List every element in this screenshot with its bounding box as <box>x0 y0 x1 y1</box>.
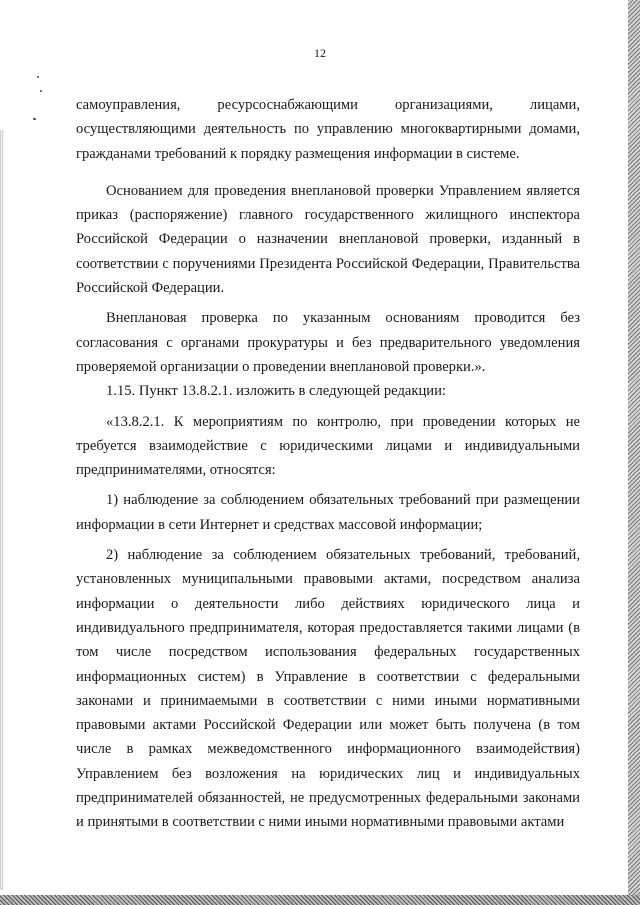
page-number: 12 <box>314 46 326 60</box>
scan-speck <box>40 90 42 92</box>
document-body <box>76 93 580 835</box>
scan-speck <box>33 118 36 120</box>
paragraph-continuation: самоуправления, ресурсоснабжающими организациями, лицами, осуществляющими деятельность по управлению многоквартирными домами, гражданами требований к порядку размещения информации в системе. <box>76 97 580 162</box>
list-item-2: 2) наблюдение за соблюдением обязательных требований, требований, установленных муниципальными правовыми актами, посредством анализа информации о деятельности либо действиях юридического лица и индивидуального предпринимателя, которая предоставляется такими лицами (в том числе посредством использования федеральных государственных информационных систем) в Управление в соответствии с федеральными законами и принимаемыми в соответствии с ними иными нормативными правовыми актами Российской Федерации или может быть получена (в том числе в рамках межведомственного информационного взаимодействия) Управлением без возложения на юридических лиц и индивидуальных предпринимателей обязанностей, не предусмотренных федеральными законами и принятыми в соответствии с ними иными нормативными правовыми актами <box>76 547 580 831</box>
scan-border-right <box>628 0 640 905</box>
paragraph-item-1-15: 1.15. Пункт 13.8.2.1. изложить в следующей редакции: <box>106 383 446 400</box>
scan-shadow-left <box>0 130 4 890</box>
paragraph-inspection-basis: Основанием для проведения внеплановой проверки Управлением является приказ (распоряжение) главного государственного жилищного инспектора Российской Федерации о назначении внеплановой проверки, изданный в соответствии с поручениями Президента Российской Федерации, Правительства Российской Федерации. <box>76 182 580 297</box>
list-item-1: 1) наблюдение за соблюдением обязательных требований при размещении информации в сети Интернет и средствах массовой информации; <box>76 492 580 533</box>
paragraph-clause-13-8-2-1: «13.8.2.1. К мероприятиям по контролю, при проведении которых не требуется взаимодействие с юридическими лицами и индивидуальными предпринимателями, относятся: <box>76 413 580 479</box>
scan-speck <box>37 76 39 78</box>
paragraph-unscheduled-inspection: Внеплановая проверка по указанным основаниям проводится без согласования с органами прокуратуры и без предварительного уведомления проверяемой организации о проведении внеплановой проверки.». <box>76 310 580 375</box>
scan-border-bottom <box>0 895 640 905</box>
